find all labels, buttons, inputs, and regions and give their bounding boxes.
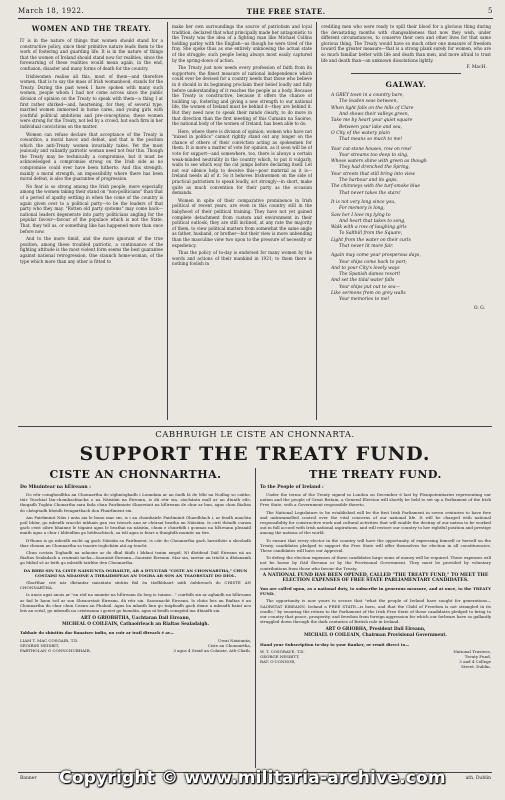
english-appeal-paragraph: The opportunity is now yours to secure that "what the people of Ireland have sought for generations—SAORSTAT EIREANN, Ireland a FREE STATE—is born, and that the Child of Freedom is not strangled in its cradle," by ensuring the return to the Parliament of the Irish Free State of those candidates pledged to bring to our country that peace, prosperity, and freedom from foreign aggression for which our forbears have so gallantly struggled down through the dark centuries of British rule in Ireland. [260,598,491,625]
poem-line: When light falls on the hills of Clare [331,105,414,111]
english-appeal-paragraph: Under the terms of the Treaty signed in London on December 6 last by Plenipotentiaries representing our nation and the people of Great Britain, a General Election will shortly be held to set up a Parliament of the Irish Free State, with a Government responsible thereto. [260,492,491,508]
english-appeal-paragraph: The National Legislature to be established will be the first Irish Parliament in seven centuries to have free and untrammelled control over the vital concerns of our national life. It will be charged with national responsibility for constructive work and cultural activities that will enable the destiny of our nation to be worked out in full accord with Irish national aspirations, and will restore our country to her rightful position and prestige among the nations of the world. [260,509,491,536]
treasurer-role: Urrai Naisiunta, [217,637,251,643]
middle-article-paragraph: The Treaty just now needs every profession of faith from its supporters; the finest measure of national independence which could ever be devised for a country needs that those who believe in it should in its beginning proclaim their belief loudly and fully before understanding of it reaches the people as a body. Because the Treaty is constructive, because it offers the chance of building up, fostering and giving a new strength to our national life, the women of Ireland must be behind it—they are behind it. But they need now to speak their minds clearly, to do more in that direction than the first meeting of this Cumann na Saoirse, the national body of the women of Ireland, has been able to do. [172,65,312,127]
english-treasurer-row [260,664,491,669]
poem-line: And heart that takes to song, [339,218,406,224]
irish-appeal-salutation: Do Mhuintear na hÉireann : [20,485,91,490]
poem-line: A GREY town in a country bare, [331,93,404,99]
poem-line: And shows their valleys green, [339,112,410,118]
poem-line: That means so much to me! [339,137,403,143]
irish-footnote: Tabhair do shíntiús dar fianaiser indio, no cuir ar trail direach é ar— [20,630,175,636]
middle-article-paragraph: Women in spite of their comparative prominence in Irish political of recent years, are even in this country still in the babyhood of their political training. They have not yet gained complete detachment from custom and environment in their political outlook; they are still inclined, at any rate the majority of them, to view political matters from somewhat the same angle as father, husband, or brother—but their view is more unbending than the masculine view two upon to the pressure of necessity or expediency. [172,197,312,248]
irish-appeal-paragraph: Glacfthar cirt nár dhéanfar naisiúnta síntiús fiál ón tíodhbhairt iaith ónbhreach do CHISTE AN CHONNARTHA. [20,580,251,591]
poem-body [321,93,491,304]
middle-article-paragraph: Thus the policy of to-day is endorsed for many women by the words and actions of their mankind in 1921; to them there is nothing foolish in [172,250,312,267]
irish-appeal-paragraph: Do réir coinghealltha an Chonnartha do síghníoghadh i Lonndain ar an 6adh lá de Mhí na Nodlag so caithe, tiúr Teachtaí lán-chomhachtacha o na Náisiúin na Éireann, is dá réir sin, síochánta mall ar an dtuath eile, thugadh Toghta Chonartha sara fada chun Pairliminte Shaorstait na hÉireann de chur ar bun, agus chun Rialtas do chéaptadh bheidh freagarthach don Phairliment sin. [20,492,251,513]
irish-appeal-bold: DA BHRI SIN TA CISTE NAISIUNTA OGHAILTE, AR A DTUGTAR "CISTE AN CHONNARTHA," CHUN COSTAISI NA NDAOINE A THRAIDHFEAS AN TOGHA AR SON AN TSAORSTAIT DO DÍOL. [23,567,248,578]
treasurer-name: W. T. COSGRAVE, T.D. [260,648,305,654]
treasurer-role: Treaty Fund, [464,654,491,660]
english-appeal-title: THE TREATY FUND. [309,468,442,481]
section-divider [351,73,461,74]
poem-line: To Salthill from the Square, [339,231,403,237]
poem-line: Your streams too deep to sing, [339,152,409,158]
poem-line: Your memories to me! [339,297,390,303]
poem-line: The chimneys with the turf-smoke blue [331,184,421,190]
middle-article-paragraph: make her own surroundings the source of patriotism and loyal tradition, declared that what principally made her antagonistic to the Treaty was the idea of a fighting man like Michael Collins holding parley with the English—as though he were tired of the fray. She spoke thus as one entirely unknowing the actual state of the struggle; such people being always most easily captured by the spring-down of action. [172,24,312,63]
poem-line: Your cut-stone houses, row on row! [331,146,412,152]
english-appeal-body [260,492,491,624]
english-appeal-salutation: To the People of Ireland : [260,485,324,490]
poem-title: GALWAY. [385,80,427,90]
women-article-paragraph: And to the more timid, and the more ignorant of the true position, among these troubled patriotic, a continuance of the fighting attitude is the most violent form seems the best guarantee against national retrogression. One staunch home-woman, of the type which more than any other is fitted to [20,236,163,264]
poem-line: Whose waters shine with green as though [331,159,427,165]
women-article-paragraph: No fear is so strong among the Irish people, more especially among the women taking their stand on "non-politicians" than that of a period of apathy settling in when the come of the country is again given over to a political party—to be the leaders of that party who they may. "Rotten old party systems" may come back—national leaders degenerate into party politicians angling for the popular favour—favour of the populace which is not the State. That, they tell us, or something like has happened more than once before now. [20,183,163,234]
english-signatory: MICHAEL O COILEAIN, Chairman Provisional Government. [304,633,447,639]
banner-gaelic-title: CABHRUIGH LE CISTE AN CHONNARTA. [155,430,355,440]
treasurer-name: PARTHOLAN O CONNCHUBHAIR, [20,648,91,654]
poem-line: That never takes the stars! [339,190,401,196]
treasurer-name: SEOIRSE NEISBIT, [20,642,60,648]
english-footnote: Hand your Subscription to-day to your Banker, or remit direct to— [260,641,410,647]
poem-line: O City of the watery plain [331,130,390,136]
middle-article-paragraph: Here, where there is division of opinion, women who have not "mixed in politics" cannot rightly stand out any longer on the chance of others of their conviction acting as spokesmen for them. It is more a matter of vote for opinion, as it soon will be of vote for support—and somewhere, too, there is always a certain weak-minded neutrality in the country which, to put it vulgarly, waits to see which way the cat jumps before declaring itself. Let not our silence help to deceive this—poor material as it is—Ireland needs all of it. So it behoves Irishwomen on the side of practical patriotism to speak loudly, act strongly—in short, make quite as much convention for their party as the occasion demands. [172,128,312,196]
poem-line: Walk with a row of laughing girls [331,225,407,231]
poem-line: Your streets that still bring into view [331,171,415,177]
right-column-paragraph: crediting men who were ready to spill their blood for a glorious thing during the devastating months with changeableness that now they wish, under different circumstances, to conserve their own and other lives for that same glorious thing. The Treaty would have so much other one measure of freedom toward the greater measure—that is a strong plank surely for women, who are so much familiar better with life and death than men, and more afraid to trust life and death than—an unknown dissolutions lightly. [321,24,491,63]
middle-article-body [172,24,312,267]
women-article-paragraph: Women can refuse declare that acceptance of the Treaty is cowardice, a moral havoc and defeat, and that is the position which the anti-Treaty women invariably takes. Yet the most jealously and valiantly patriotic woman need not fear this. Though the Treaty may be technically a compromise, but it must be acknowledged a compromise strong on the Irish side as no compromise could ever have been hitherto. And this strength, mainly a moral strength, an impossibility where there has been moral defeat, is also the guarantee of progression. [20,131,163,182]
treasurer-role: 3 and 4 College [459,659,491,665]
poem-line: Between your lake and sea, [339,124,402,130]
poem-line: The leaden seas between, [339,99,398,105]
poem-line: And to your City's lovely ways [331,265,400,271]
poem-signature: O. G. [473,305,485,311]
poem-line: Take me by heart your quiet square [331,118,413,124]
women-article-title: WOMEN AND THE TREATY. [31,24,152,33]
women-article-paragraph: IT is in the nature of things that women should stand for a constructive policy, since their primitive nature leads them to the work of fostering and guarding life. It is in the nature of things that the women of Ireland should stand now for realities, since the forewarning of these realities would mean again, in the end, confusion, disaster and many forms of death for the country. [20,38,163,71]
poem-line: Like sermons from on grey walls [331,291,406,297]
treasurer-role: 3 agus 4 Sraid an Colaiste, Ath-Cliath. [173,648,251,654]
irish-signatory: MICHEAL O COILEAIN, Cathaoirleach an Rialtas Sealadaigh. [61,621,210,627]
irish-appeal-paragraph: Is anois agat anois ar "an ród na muintir na hÉireann do lorg is tuinne..." cuirfidh sin ar aghaidh na hÉireann ar fad le haon toil ar son Sheaorstait Éireann, dá réir sin. Saoranacht Éireann. Is chúis leis an Rialtas é an Chonnartha do chur chun Ceann an Phobail. Agus ba mhaith linn go tuigfeadh gach éinne a mbeadh baint acu leis an scéal, go mbeadh na ceisteanna i gceist go hiomlán, agus ní beidh conspóid ina dhiaidh sin. [20,592,251,614]
copyright-watermark: Copyright © www.militaria-archive.com [59,768,446,788]
poem-line: Again may come your prosperous days, [331,253,421,259]
middle-article [172,24,312,422]
bottom-strip-right: ath, Dublin [465,776,491,781]
english-appeal-paragraph: To defray the election expenses of these candidates large sums of money will be required. These expenses will not be borne by Dáil Éireann or by the Provisional Government. They must be provided by voluntary contributions from those who favour the Treaty. [260,555,491,571]
section-rule [18,426,492,427]
women-article [20,22,163,422]
bottom-strip-left: Banner [20,776,37,781]
right-column [321,24,491,422]
poem-line: Light from the water on their curls [331,237,411,243]
treasurer-role: National Trustees, [453,648,491,654]
column-rule [167,22,168,420]
irish-appeal-paragraph: Am Pairliminit Náis i unta aia le bunu mar sin, is i an chomhairle Pairliminit Ghaedhlach i, ar feadh nuachta poil bhíar, go mbeidh sraocht inbhain gan cur isteach ann ar chúrsaí beatha an Náisiúin. Is cirtí théadh curam gach ceist oibre bhainne le tógaint agus le beathai na náisiún, chum e chuirfidh i gcumas na hÉireann pleanáil maith agus a chur i bhfeidhm go héifeachtach, sa tslí agus is fearr a thuigfidh muintir na tíre. [20,514,251,536]
poem-line: It is not very long since you, [331,199,396,205]
english-signatory: ART O GRIOBHA, President Dail Eireann, [325,627,426,633]
english-appeal-bold: A NATIONAL FUND HAS BEEN OPENED, CALLED "THE TREATY FUND," TO MEET THE ELECTION EXPENSES OF FREE STATE PARLIAMENTARY CANDIDATES. [262,572,489,584]
header-page-number: 5 [488,7,493,15]
header-title: THE FREE STATE. [246,6,326,16]
poem-line: The Spanish dames resort! [339,272,401,278]
running-header [18,4,493,19]
women-article-paragraph: Irishwomen realise all this, most of them—and therefore women, that is to say the mass of Irish womanhood, stands for the Treaty. During the past week I have spoken with many such women, people whom I had not come across since the public division of opinion on the Treaty to speak with them—a thing I at first rather shirked—and, heartening, for they, of several type, married women immersed in home cares, and young girls with youthful political ambitions and pre-conceptions; these women were strong for the Treaty, not led by a crowd, but each firm in her individual convictions on the matter. [20,73,163,129]
poem-line: Your ships put out to sea— [339,284,401,290]
treasurer-role: Ciste an Chonnartha, [207,642,251,648]
column-rule [255,468,256,768]
treasurer-name: GEORGE NESBITT, [260,654,300,660]
poem-line: Your ships come back to port; [339,259,407,265]
irish-appeal-paragraph: Chun costais Toghadh na ndaoine ar do dhul fáidh i bhfaoí tsuim airgid. Ní dhéifead Dáil Éireann ná an Rialtas Sealadach a cruinniú tacha—Saoraisit Éireann—Saoraist Éireann. Mar sin, iarrtar an trácht a dhéanamh go bhfuil sé ar leith go mbeidh tairbhe den Chonnartha. [20,550,251,566]
poem-line: They had drenched the Spring, [339,165,410,171]
irish-signatory: ART O GRIOBHTHA, Uachtaran Dail Eireann, [80,616,191,622]
irish-appeal-body [20,492,251,613]
english-appeal [260,468,491,768]
header-date: March 18, 1922. [18,7,85,15]
treasurer-name: BAT. O'CONNOR, [260,659,296,665]
irish-appeal [20,468,251,768]
poem-line: The harbour and its gaps, [339,178,398,184]
irish-treasurer-row [20,648,251,653]
treasurer-role: Street, Dublin. [461,664,491,670]
english-appeal-bold: You are called upon, as a national duty, to subscribe in generous measure, and at once, to the TREATY FUND. [260,586,491,597]
poem-line: For memory is long, [339,206,385,212]
column-rule [316,22,317,420]
poem-line: Saw her I love my lying to [331,212,391,218]
irish-appeal-paragraph: D'fhonn is go mbeidh eacht ag gach Náisiún sa Pairliment, is cóir do Chonnartha gach Iarrathóir a sheoladh thar cheann an Chonnartha sa tsaoire toghcháin atá ag teacht. [20,537,251,548]
english-appeal-paragraph: To ensure that every elector in the country will have the opportunity of expressing himself or herself on the Treaty, candidates pledged to support the Free State will offer themselves for election in all constituencies. These candidates will have our Approval. [260,537,491,554]
irish-appeal-title: CISTE AN CHONNARTHA. [49,468,222,481]
banner-main-title: SUPPORT THE TREATY FUND. [79,443,431,465]
poem-line: That never lit more fair. [339,243,394,249]
poem-line: And set the tidal water falls [331,278,395,284]
article-signature: F. MacH. [466,65,487,71]
treasurer-name: LIAM T. MAC COSGAIR, T.D. [20,637,79,643]
women-article-body [20,38,163,264]
